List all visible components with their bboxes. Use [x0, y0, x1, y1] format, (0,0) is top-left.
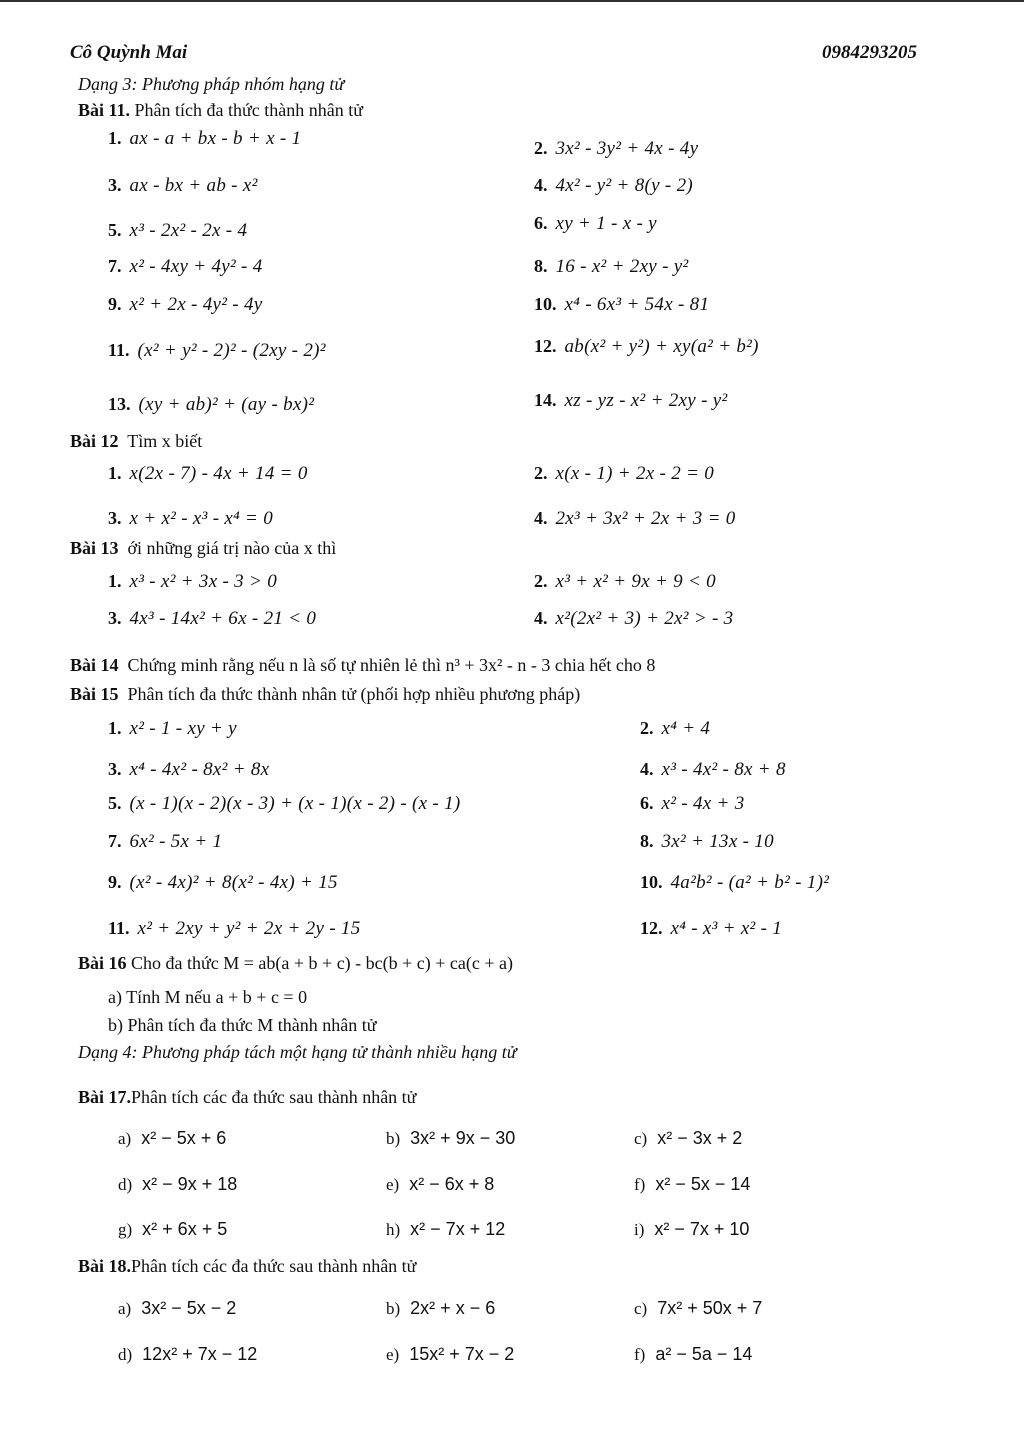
exercise-text: Phân tích đa thức thành nhân tử [134, 100, 363, 120]
exercise-label: Bài 12 [70, 431, 119, 451]
bai13-item-1: 1. x³ - x² + 3x - 3 > 0 [108, 571, 277, 592]
bai11-item-9: 9. x² + 2x - 4y² - 4y [108, 294, 263, 315]
exercise-text: Phân tích các đa thức sau thành nhân tử [131, 1087, 417, 1107]
bai13-item-4: 4. x²(2x² + 3) + 2x² > - 3 [534, 608, 734, 629]
bai11-item-4: 4. 4x² - y² + 8(y - 2) [534, 175, 694, 196]
bai18-item-b: b) 2x² + x − 6 [386, 1298, 496, 1318]
bai18-item-a: a) 3x² − 5x − 2 [118, 1298, 237, 1318]
bai13-item-3: 3. 4x³ - 14x² + 6x - 21 < 0 [108, 608, 317, 629]
bai15-item-2: 2. x⁴ + 4 [640, 718, 711, 739]
bai11-item-3: 3. ax - bx + ab - x² [108, 175, 258, 196]
bai11-item-10: 10. x⁴ - 6x³ + 54x - 81 [534, 294, 710, 315]
exercise-label: Bài 14 [70, 655, 119, 675]
section-title-dang4: Dạng 4: Phương pháp tách một hạng tử thành nhiều hạng tử [78, 1042, 517, 1062]
bai17-item-h: h) x² − 7x + 12 [386, 1219, 506, 1239]
exercise-13-heading [70, 538, 336, 559]
exercise-text: Chứng minh rằng nếu n là số tự nhiên lẻ thì n³ + 3x² - n - 3 chia hết cho 8 [127, 655, 656, 675]
exercise-14-heading [70, 655, 655, 676]
bai12-item-2: 2. x(x - 1) + 2x - 2 = 0 [534, 463, 715, 484]
bai18-item-f: f) a² − 5a − 14 [634, 1344, 753, 1364]
top-border [0, 0, 1024, 2]
bai15-item-6: 6. x² - 4x + 3 [640, 793, 745, 814]
bai18-item-d: d) 12x² + 7x − 12 [118, 1344, 258, 1364]
exercise-label: Bài 16 [78, 953, 127, 973]
exercise-text: ới những giá trị nào của x thì [127, 538, 337, 558]
bai11-item-2: 2. 3x² - 3y² + 4x - 4y [534, 138, 699, 159]
bai18-item-e: e) 15x² + 7x − 2 [386, 1344, 515, 1364]
bai11-item-13: 13. (xy + ab)² + (ay - bx)² [108, 394, 315, 415]
exercise-18-heading [78, 1256, 416, 1277]
exercise-15-heading [70, 684, 580, 705]
bai15-item-12: 12. x⁴ - x³ + x² - 1 [640, 918, 783, 939]
bai15-item-5: 5. (x - 1)(x - 2)(x - 3) + (x - 1)(x - 2) - (x - 1) [108, 793, 461, 814]
bai11-item-5: 5. x³ - 2x² - 2x - 4 [108, 220, 248, 241]
bai11-item-8: 8. 16 - x² + 2xy - y² [534, 256, 689, 277]
exercise-text: Cho đa thức M = ab(a + b + c) - bc(b + c) + ca(c + a) [131, 953, 514, 973]
phone-number: 0984293205 [822, 42, 917, 63]
bai16-part-b: b) Phân tích đa thức M thành nhân tử [108, 1015, 377, 1035]
bai11-item-11: 11. (x² + y² - 2)² - (2xy - 2)² [108, 340, 326, 361]
bai17-item-d: d) x² − 9x + 18 [118, 1174, 238, 1194]
bai12-item-4: 4. 2x³ + 3x² + 2x + 3 = 0 [534, 508, 736, 529]
bai17-item-i: i) x² − 7x + 10 [634, 1219, 750, 1239]
bai15-item-4: 4. x³ - 4x² - 8x + 8 [640, 759, 786, 780]
bai18-item-c: c) 7x² + 50x + 7 [634, 1298, 763, 1318]
section-title-dang3: Dạng 3: Phương pháp nhóm hạng tử [78, 74, 345, 94]
bai15-item-10: 10. 4a²b² - (a² + b² - 1)² [640, 872, 830, 893]
bai17-item-e: e) x² − 6x + 8 [386, 1174, 495, 1194]
bai17-item-c: c) x² − 3x + 2 [634, 1128, 743, 1148]
exercise-label: Bài 11. [78, 100, 131, 120]
exercise-label: Bài 18. [78, 1256, 132, 1276]
exercise-text: Phân tích các đa thức sau thành nhân tử [131, 1256, 417, 1276]
bai17-item-b: b) 3x² + 9x − 30 [386, 1128, 516, 1148]
bai11-item-7: 7. x² - 4xy + 4y² - 4 [108, 256, 263, 277]
exercise-text: Tìm x biết [127, 431, 203, 451]
exercise-12-heading [70, 431, 202, 452]
exercise-label: Bài 17. [78, 1087, 132, 1107]
bai13-item-2: 2. x³ + x² + 9x + 9 < 0 [534, 571, 716, 592]
author-name: Cô Quỳnh Mai [70, 42, 188, 63]
bai15-item-8: 8. 3x² + 13x - 10 [640, 831, 774, 852]
bai15-item-1: 1. x² - 1 - xy + y [108, 718, 237, 739]
bai15-item-3: 3. x⁴ - 4x² - 8x² + 8x [108, 759, 270, 780]
bai15-item-7: 7. 6x² - 5x + 1 [108, 831, 223, 852]
bai12-item-1: 1. x(2x - 7) - 4x + 14 = 0 [108, 463, 308, 484]
bai11-item-14: 14. xz - yz - x² + 2xy - y² [534, 390, 728, 411]
bai17-item-g: g) x² + 6x + 5 [118, 1219, 228, 1239]
bai15-item-11: 11. x² + 2xy + y² + 2x + 2y - 15 [108, 918, 361, 939]
exercise-label: Bài 15 [70, 684, 119, 704]
bai16-part-a: a) Tính M nếu a + b + c = 0 [108, 987, 308, 1007]
exercise-text: Phân tích đa thức thành nhân tử (phối hợp nhiều phương pháp) [127, 684, 581, 704]
bai17-item-a: a) x² − 5x + 6 [118, 1128, 227, 1148]
exercise-17-heading [78, 1087, 416, 1108]
bai11-item-6: 6. xy + 1 - x - y [534, 213, 657, 234]
exercise-label: Bài 13 [70, 538, 119, 558]
bai11-item-12: 12. ab(x² + y²) + xy(a² + b²) [534, 336, 759, 357]
bai17-item-f: f) x² − 5x − 14 [634, 1174, 751, 1194]
bai12-item-3: 3. x + x² - x³ - x⁴ = 0 [108, 508, 274, 529]
bai15-item-9: 9. (x² - 4x)² + 8(x² - 4x) + 15 [108, 872, 338, 893]
bai11-item-1: 1. ax - a + bx - b + x - 1 [108, 128, 302, 149]
exercise-11-heading [78, 100, 363, 121]
exercise-16-heading [78, 953, 513, 974]
